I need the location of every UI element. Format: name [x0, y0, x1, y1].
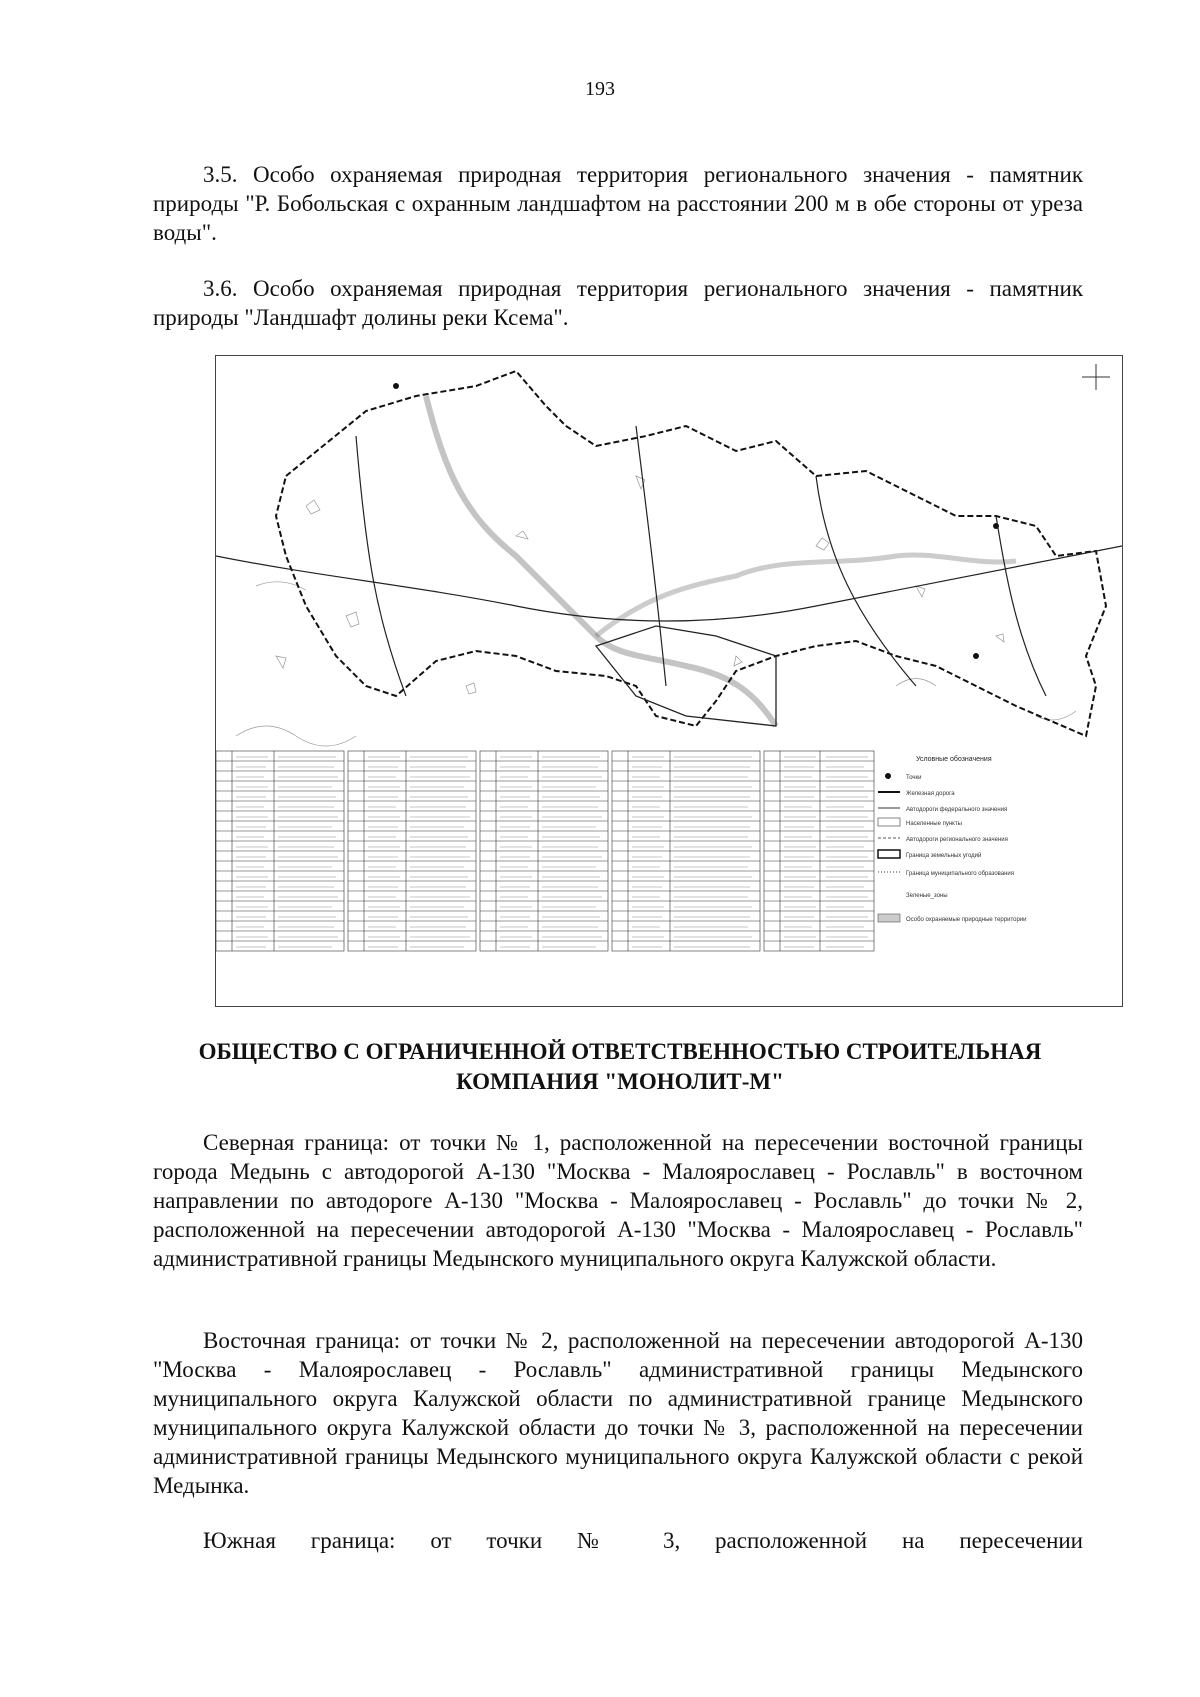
legend-settlement-symbol [878, 818, 900, 826]
legend-label-1: Железная дорога [906, 791, 955, 797]
coordinate-tables [216, 751, 874, 951]
section-3-5 [153, 160, 1083, 247]
territory-map [215, 355, 1123, 1007]
south-boundary-text: Южная граница: от точки № 3, расположенной на пересечении [203, 1528, 1083, 1553]
east-boundary-text: Восточная граница: от точки № 2, расположенной на пересечении автодорогой А-130 "Москва - Малоярославец - Рославль" административной границы Медынского муниципального округа Калужской области по административной границе Медынского муниципального округа Калужской области до точки № 3, расположенной на пересечении административной границы Медынского муниципального округа Калужской области с рекой Медынка. [153, 1328, 1083, 1498]
legend-title: Условные обозначения [916, 756, 992, 763]
north-boundary-text: Северная граница: от точки № 1, расположенной на пересечении восточной границы города Медынь с автодорогой А-130 "Москва - Малоярославец - Рославль" в восточном направлении по автодороге А-130 "Москва - Малоярославец - Рославль" до точки № 2, расположенной на пересечении автодорогой А-130 "Москва - Малоярославец - Рославль" административной границы Медынского муниципального округа Калужской области. [153, 1130, 1083, 1271]
legend-label-8: Особо охраняемые природные территории [906, 917, 1027, 923]
legend-label-3: Населенные пункты [906, 821, 962, 827]
north-boundary [153, 1128, 1083, 1273]
compass-icon [1082, 364, 1110, 390]
section-3-6 [153, 274, 1083, 332]
company-heading: ОБЩЕСТВО С ОГРАНИЧЕННОЙ ОТВЕТСТВЕННОСТЬЮ СТРОИТЕЛЬНАЯ КОМПАНИЯ "МОНОЛИТ-М" [198, 1039, 1042, 1094]
legend-label-4: Автодороги регионального значения [906, 837, 1008, 843]
legend-point-symbol [885, 773, 891, 779]
legend-land-plot-symbol [878, 850, 900, 858]
legend-label-2: Автодороги федерального значения [906, 807, 1008, 813]
legend-protected-area-symbol [878, 914, 900, 922]
section-3-5-text: 3.5. Особо охраняемая природная территория регионального значения - памятник природы "Р. Бобольская с охранным ландшафтом на расстоянии 200 м в обе стороны от уреза воды". [153, 162, 1083, 245]
map-legend [878, 755, 1027, 923]
legend-label-0: Точки [906, 775, 922, 781]
south-boundary [153, 1526, 1083, 1555]
page-number: 193 [585, 78, 615, 100]
section-3-6-text: 3.6. Особо охраняемая природная территория регионального значения - памятник природы "Ландшафт долины реки Ксема". [153, 276, 1083, 330]
east-boundary [153, 1326, 1083, 1500]
territory-map-drawing [216, 356, 1122, 1006]
legend-label-7: Зеленые_зоны [906, 893, 948, 899]
map-texture [236, 476, 1076, 746]
land-plot [596, 626, 776, 726]
coordinate-table-hatching [236, 757, 868, 947]
legend-label-6: Граница муниципального образования [906, 871, 1015, 877]
legend-label-5: Граница земельных угодий [906, 853, 982, 859]
